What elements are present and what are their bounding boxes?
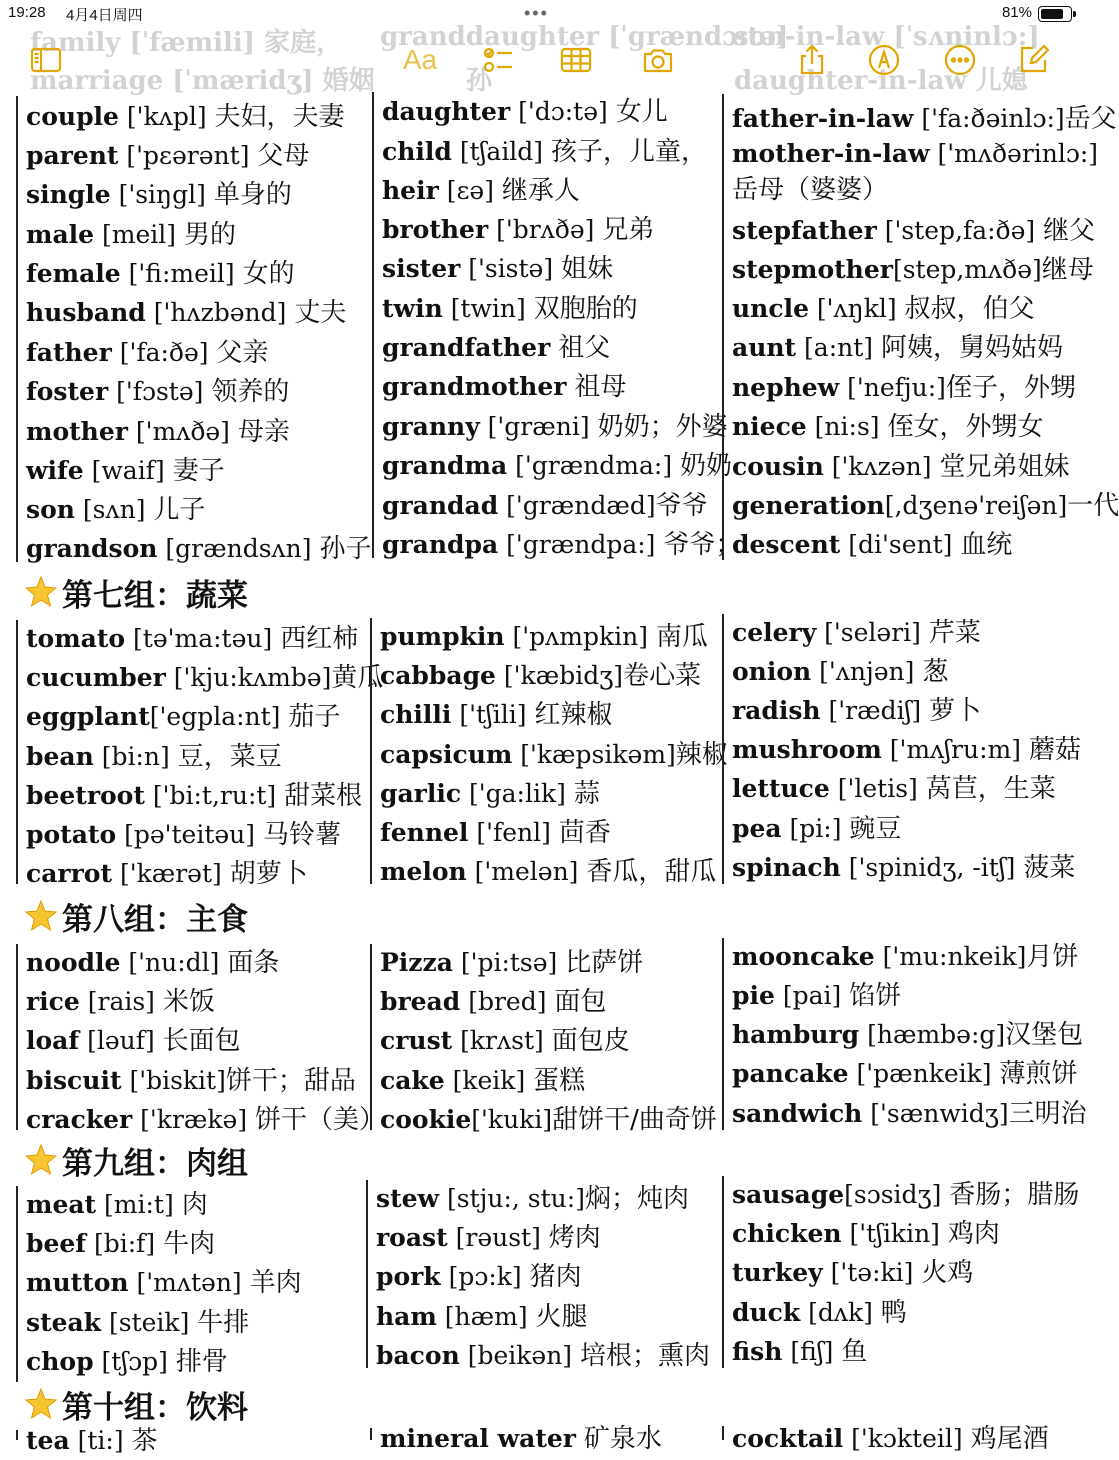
group-title: 第九组：肉组 xyxy=(24,1138,248,1182)
vocab-column xyxy=(722,938,1087,1130)
vocab-column xyxy=(370,1424,714,1454)
vocab-column xyxy=(16,1186,360,1382)
checklist-icon xyxy=(481,43,515,77)
vocab-column xyxy=(16,944,386,1135)
vocab-entry: husband ['hʌzbənd] 丈夫 xyxy=(26,298,347,328)
vocab-entry: rice [rais] 米饭 xyxy=(26,987,215,1017)
vocab-entry: bread [bred] 面包 xyxy=(380,987,607,1017)
vocab-entry: chicken ['tʃikin] 鸡肉 xyxy=(732,1219,1000,1249)
group-title: 第七组：蔬菜 xyxy=(24,570,248,614)
vocab-column xyxy=(370,944,717,1135)
vocab-entry: grandson [grændsʌn] 孙子 xyxy=(26,534,372,564)
table-icon xyxy=(559,43,593,77)
vocab-entry: mushroom ['mʌʃru:m] 蘑菇 xyxy=(732,735,1081,765)
vocab-entry: cookie['kuki]甜饼干/曲奇饼 xyxy=(380,1105,717,1135)
vocab-entry: parent ['pεərənt] 父母 xyxy=(26,141,310,171)
vocab-entry: cucumber ['kju:kʌmbə]黄瓜 xyxy=(26,663,384,693)
vocab-column xyxy=(366,1180,714,1371)
vocab-column xyxy=(16,620,384,889)
star-icon xyxy=(24,575,58,609)
vocab-entry: mother-in-law ['mʌðərinlɔ:] xyxy=(732,139,1099,168)
vocab-entry: noodle ['nu:dl] 面条 xyxy=(26,948,280,978)
vocab-entry: turkey ['tə:ki] 火鸡 xyxy=(732,1258,974,1288)
vocab-entry: descent [di'sent] 血统 xyxy=(732,530,1013,560)
more-icon xyxy=(943,43,977,77)
vocab-entry: bean [bi:n] 豆，菜豆 xyxy=(26,742,282,772)
vocab-entry: stepmother[step,mʌðə]继母 xyxy=(732,255,1094,285)
vocab-entry: grandad ['grændæd]爷爷 xyxy=(382,491,708,521)
vocab-entry: potato [pə'teitəu] 马铃薯 xyxy=(26,820,341,850)
vocab-entry: hamburg [hæmbə:g]汉堡包 xyxy=(732,1020,1084,1050)
vocab-entry: granny ['græni] 奶奶；外婆 xyxy=(382,412,728,442)
ghost-scrolled-text: family [ˈfæmili] 家庭， granddaughter [ˈgrændɔ:tə] son-in-law [ˈsʌninlɔ:] marriage [ˈmæridʒ] 婚姻 孙 daughter-in-law 儿媳 xyxy=(30,22,1040,96)
checklist-button[interactable] xyxy=(478,42,518,78)
vocab-entry: radish ['rædiʃ] 萝卜 xyxy=(732,696,982,726)
compose-button[interactable] xyxy=(1014,42,1054,78)
vocab-entry: mother ['mʌðə] 母亲 xyxy=(26,417,290,447)
group-title: 第八组：主食 xyxy=(24,894,248,938)
group-title: 第十组：饮料 xyxy=(24,1382,248,1426)
vocab-entry: pancake ['pænkeik] 薄煎饼 xyxy=(732,1059,1078,1089)
vocab-entry: heir [εə] 继承人 xyxy=(382,176,580,206)
vocab-entry: stew [stju:, stu:]焖；炖肉 xyxy=(376,1184,689,1214)
vocab-entry: cracker ['krækə] 饼干（美） xyxy=(26,1105,386,1135)
vocab-entry: sister ['sistə] 姐妹 xyxy=(382,254,614,284)
vocab-entry: ham [hæm] 火腿 xyxy=(376,1302,588,1332)
vocab-entry: duck [dʌk] 鸭 xyxy=(732,1298,907,1328)
status-time: 19:28 xyxy=(8,4,46,21)
vocab-entry: fennel ['fenl] 茴香 xyxy=(380,818,611,848)
vocab-entry: cabbage ['kæbidʒ]卷心菜 xyxy=(380,661,702,691)
markup-pen-icon xyxy=(867,43,901,77)
star-icon xyxy=(24,1387,58,1421)
vocab-entry: celery ['seləri] 芹菜 xyxy=(732,618,981,648)
vocab-entry: beetroot ['bi:t,ru:t] 甜菜根 xyxy=(26,781,363,811)
vocab-entry: single ['siŋgl] 单身的 xyxy=(26,180,292,210)
vocab-entry: tea [ti:] 茶 xyxy=(26,1426,158,1456)
format-text-button[interactable] xyxy=(400,42,440,78)
vocab-column xyxy=(722,614,1080,884)
more-options-button[interactable] xyxy=(940,42,980,78)
vocab-entry: capsicum ['kæpsikəm]辣椒 xyxy=(380,740,728,770)
vocab-entry: child [tʃaild] 孩子，儿童， xyxy=(382,137,708,167)
vocab-entry: son [sʌn] 儿子 xyxy=(26,495,206,525)
battery-percent: 81% xyxy=(1001,4,1032,21)
camera-button[interactable] xyxy=(638,42,678,78)
markup-button[interactable] xyxy=(864,42,904,78)
share-button[interactable] xyxy=(792,42,832,78)
vocab-entry: onion ['ʌnjən] 葱 xyxy=(732,657,949,687)
vocab-column xyxy=(372,92,742,560)
multitask-dots-icon[interactable]: ••• xyxy=(524,3,549,23)
star-icon xyxy=(24,899,58,933)
vocab-entry: pork [pɔ:k] 猪肉 xyxy=(376,1262,582,1292)
battery-icon xyxy=(1038,6,1072,22)
vocab-entry: daughter ['dɔ:tə] 女儿 xyxy=(382,97,668,127)
table-button[interactable] xyxy=(556,42,596,78)
vocab-entry: cousin ['kʌzən] 堂兄弟姐妹 xyxy=(732,452,1070,482)
vocab-entry: mineral water 矿泉水 xyxy=(380,1424,662,1454)
vocab-entry: grandmother 祖母 xyxy=(382,372,627,402)
vocab-entry: cake [keik] 蛋糕 xyxy=(380,1066,586,1096)
status-bar xyxy=(0,0,1080,28)
vocab-entry: mutton ['mʌtən] 羊肉 xyxy=(26,1268,302,1298)
vocab-entry: garlic ['ga:lik] 蒜 xyxy=(380,779,600,809)
vocab-entry: uncle ['ʌŋkl] 叔叔，伯父 xyxy=(732,294,1035,324)
vocab-entry: loaf [ləuf] 长面包 xyxy=(26,1026,241,1056)
vocab-entry: niece [ni:s] 侄女，外甥女 xyxy=(732,412,1044,442)
vocab-entry: cocktail ['kɔkteil] 鸡尾酒 xyxy=(732,1424,1049,1454)
vocab-entry: stepfather ['step,fa:ðə] 继父 xyxy=(732,216,1096,246)
vocab-column xyxy=(16,1426,360,1456)
vocab-column xyxy=(16,96,372,564)
camera-icon xyxy=(641,43,675,77)
vocab-entry: lettuce ['letis] 莴苣，生菜 xyxy=(732,774,1056,804)
vocab-column xyxy=(722,1176,1080,1368)
vocab-entry: sausage[sɔsidʒ] 香肠；腊肠 xyxy=(732,1180,1080,1210)
battery-fill xyxy=(1041,9,1064,19)
vocab-entry: father-in-law ['fa:ðəinlɔ:]岳父 xyxy=(732,104,1117,134)
vocab-entry: tomato [tə'ma:təu] 西红柿 xyxy=(26,624,359,654)
vocab-entry: female ['fi:meil] 女的 xyxy=(26,259,295,289)
vocab-entry: grandpa ['grændpa:] 爷爷； xyxy=(382,530,742,560)
vocab-entry: pie [pai] 馅饼 xyxy=(732,981,902,1011)
vocab-entry: wife [waif] 妻子 xyxy=(26,456,225,486)
notes-toolbar xyxy=(0,22,1080,96)
vocab-entry: meat [mi:t] 肉 xyxy=(26,1190,208,1220)
vocab-entry: grandma ['grændma:] 奶奶 xyxy=(382,451,733,481)
vocab-entry: twin [twin] 双胞胎的 xyxy=(382,294,638,324)
vocab-entry: male [meil] 男的 xyxy=(26,220,236,250)
sidebar-icon xyxy=(29,43,63,77)
share-icon xyxy=(795,43,829,77)
vocab-column xyxy=(722,94,1119,560)
vocab-entry: fish [fiʃ] 鱼 xyxy=(732,1337,868,1367)
format-text-label: Aa xyxy=(402,44,438,75)
status-date: 4月4日周四 xyxy=(66,7,143,24)
star-icon xyxy=(24,1143,58,1177)
vocab-entry: pumpkin ['pʌmpkin] 南瓜 xyxy=(380,622,708,652)
vocab-entry: pea [pi:] 豌豆 xyxy=(732,814,902,844)
vocab-entry: melon ['melən] 香瓜，甜瓜 xyxy=(380,857,717,887)
vocab-entry: spinach ['spinidʒ, -itʃ] 菠菜 xyxy=(732,853,1076,883)
vocab-entry: brother ['brʌðə] 兄弟 xyxy=(382,215,655,245)
vocab-entry: eggplant['egpla:nt] 茄子 xyxy=(26,702,341,732)
vocab-entry: beef [bi:f] 牛肉 xyxy=(26,1229,216,1259)
vocab-entry: biscuit ['biskit]饼干；甜品 xyxy=(26,1066,356,1096)
vocab-entry: foster ['fɔstə] 领养的 xyxy=(26,377,290,407)
vocab-entry: crust [krʌst] 面包皮 xyxy=(380,1026,630,1056)
vocab-entry: carrot ['kærət] 胡萝卜 xyxy=(26,859,308,889)
vocab-entry: chilli ['tʃili] 红辣椒 xyxy=(380,700,613,730)
vocab-entry: chop [tʃɔp] 排骨 xyxy=(26,1347,228,1377)
vocab-entry: Pizza ['pi:tsə] 比萨饼 xyxy=(380,948,644,978)
sidebar-toggle-button[interactable] xyxy=(26,42,66,78)
vocab-entry: bacon [beikən] 培根；熏肉 xyxy=(376,1341,711,1371)
compose-icon xyxy=(1017,43,1051,77)
vocab-entry: generation[,dʒenə'reiʃən]一代 xyxy=(732,491,1119,521)
vocab-entry: nephew ['nefju:]侄子，外甥 xyxy=(732,373,1076,403)
vocab-column xyxy=(370,618,728,887)
vocab-entry: grandfather 祖父 xyxy=(382,333,611,363)
vocab-entry: 岳母（婆婆） xyxy=(732,175,889,205)
vocab-entry: aunt [a:nt] 阿姨，舅妈姑妈 xyxy=(732,333,1064,363)
vocab-entry: roast [rəust] 烤肉 xyxy=(376,1223,601,1253)
vocab-entry: sandwich ['sænwidʒ]三明治 xyxy=(732,1099,1087,1129)
vocab-column xyxy=(722,1424,1080,1454)
vocab-entry: steak [steik] 牛排 xyxy=(26,1308,250,1338)
vocab-entry: couple ['kʌpl] 夫妇，夫妻 xyxy=(26,102,345,132)
vocab-entry: father ['fa:ðə] 父亲 xyxy=(26,338,269,368)
vocab-entry: mooncake ['mu:nkeik]月饼 xyxy=(732,942,1079,972)
